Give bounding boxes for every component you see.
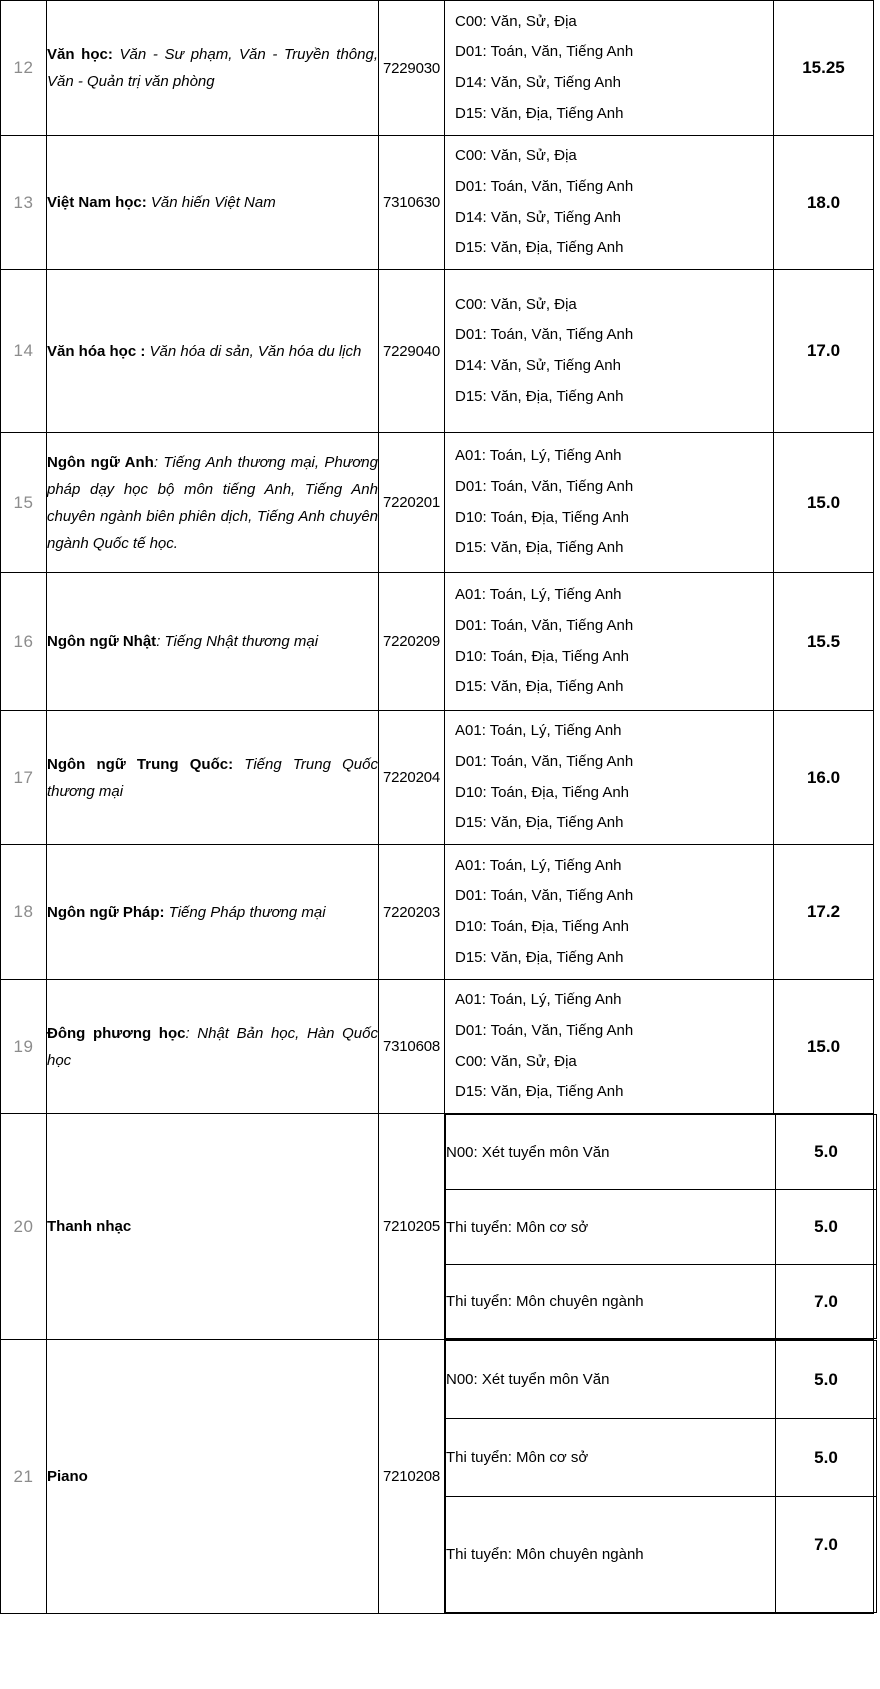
list-item: C00: Văn, Sử, Địa [455, 147, 577, 164]
list-item: D10: Toán, Địa, Tiếng Anh [455, 783, 630, 801]
combination-list [445, 2, 773, 135]
major-code: 7210208 [379, 1340, 445, 1614]
major-detail: Văn hiến Việt Nam [146, 194, 276, 211]
list-item: D14: Văn, Sử, Tiếng Anh [455, 74, 621, 91]
list-item: C00: Văn, Sử, Địa [455, 1052, 577, 1070]
list-item: D10: Toán, Địa, Tiếng Anh [455, 647, 630, 665]
table-row [1, 1, 874, 136]
list-item: D14: Văn, Sử, Tiếng Anh [455, 357, 621, 374]
row-index: 12 [1, 1, 47, 136]
combination-label: Thi tuyển: Môn cơ sở [446, 1419, 776, 1497]
major-cell [47, 845, 379, 980]
major-detail: Tiếng Pháp thương mại [164, 903, 326, 921]
major-code: 7310630 [379, 136, 445, 270]
list-item: A01: Toán, Lý, Tiếng Anh [455, 447, 622, 464]
combination-group-cell [445, 1114, 874, 1340]
row-index: 20 [1, 1114, 47, 1340]
table-row [1, 573, 874, 711]
major-detail: Văn hóa di sản, Văn hóa du lịch [145, 342, 362, 360]
major-name: Thanh nhạc [47, 1218, 132, 1235]
table-row [446, 1265, 877, 1339]
list-item: D01: Toán, Văn, Tiếng Anh [455, 1021, 634, 1039]
row-index: 15 [1, 433, 47, 573]
combination-cell [445, 1, 774, 136]
major-code: 7220203 [379, 845, 445, 980]
combination-list [445, 711, 773, 844]
combination-label: N00: Xét tuyển môn Văn [446, 1115, 776, 1190]
list-item: D10: Toán, Địa, Tiếng Anh [455, 918, 630, 935]
major-cell [47, 1, 379, 136]
table-row [1, 136, 874, 270]
combination-label: N00: Xét tuyển môn Văn [446, 1341, 776, 1419]
list-item: D01: Toán, Văn, Tiếng Anh [455, 752, 634, 770]
major-detail: : Nhật Bản học, Hàn Quốc học [47, 1024, 378, 1069]
combination-list [445, 575, 773, 708]
combination-label: Thi tuyển: Môn cơ sở [446, 1190, 776, 1265]
major-name: Ngôn ngữ Trung Quốc: [47, 755, 234, 773]
list-item: D15: Văn, Địa, Tiếng Anh [455, 104, 624, 122]
table-row [446, 1497, 877, 1613]
benchmark-score: 5.0 [776, 1419, 877, 1497]
table-row [1, 1114, 874, 1340]
list-item: A01: Toán, Lý, Tiếng Anh [455, 991, 622, 1008]
combination-list [445, 980, 773, 1113]
combination-subtable [445, 1340, 877, 1613]
major-cell [47, 711, 379, 845]
major-code: 7210205 [379, 1114, 445, 1340]
benchmark-score: 15.0 [774, 433, 874, 573]
list-item: A01: Toán, Lý, Tiếng Anh [455, 722, 622, 739]
list-item: D01: Toán, Văn, Tiếng Anh [455, 477, 634, 495]
combination-subtable [445, 1114, 877, 1339]
major-code: 7220204 [379, 711, 445, 845]
major-cell [47, 136, 379, 270]
row-index: 18 [1, 845, 47, 980]
table-row [1, 270, 874, 433]
benchmark-score: 18.0 [774, 136, 874, 270]
combination-cell [445, 136, 774, 270]
major-name: Ngôn ngữ Nhật [47, 633, 157, 650]
major-code: 7229030 [379, 1, 445, 136]
table-row [446, 1190, 877, 1265]
benchmark-score: 15.25 [774, 1, 874, 136]
benchmark-score: 5.0 [776, 1341, 877, 1419]
major-cell [47, 980, 379, 1114]
benchmark-score: 7.0 [776, 1265, 877, 1339]
table-row [1, 980, 874, 1114]
major-name: Văn hóa học : [47, 342, 146, 360]
list-item: D01: Toán, Văn, Tiếng Anh [455, 887, 634, 905]
major-name: Việt Nam học: [47, 194, 147, 211]
table-row [1, 711, 874, 845]
list-item: C00: Văn, Sử, Địa [455, 295, 577, 313]
list-item: D15: Văn, Địa, Tiếng Anh [455, 678, 624, 696]
major-detail: Văn - Sư phạm, Văn - Truyền thông, Văn - Quản trị văn phòng [47, 46, 379, 90]
major-name: Ngôn ngữ Anh [47, 453, 154, 471]
combination-cell [445, 845, 774, 980]
row-index: 17 [1, 711, 47, 845]
major-detail: Tiếng Trung Quốc thương mại [47, 755, 378, 800]
major-cell [47, 1114, 379, 1340]
list-item: D01: Toán, Văn, Tiếng Anh [455, 616, 634, 634]
combination-label: Thi tuyển: Môn chuyên ngành [446, 1265, 776, 1339]
table-row [446, 1341, 877, 1419]
combination-list [445, 436, 773, 569]
combination-cell [445, 711, 774, 845]
table-body [1, 1, 874, 1614]
major-cell [47, 270, 379, 433]
benchmark-score: 15.5 [774, 573, 874, 711]
combination-cell [445, 433, 774, 573]
row-index: 21 [1, 1340, 47, 1614]
row-index: 19 [1, 980, 47, 1114]
list-item: D15: Văn, Địa, Tiếng Anh [455, 814, 624, 832]
list-item: D01: Toán, Văn, Tiếng Anh [455, 326, 634, 344]
combination-label: Thi tuyển: Môn chuyên ngành [446, 1497, 776, 1613]
table-row [446, 1419, 877, 1497]
major-name: Văn học: [47, 46, 113, 63]
combination-cell [445, 980, 774, 1114]
list-item: D01: Toán, Văn, Tiếng Anh [455, 177, 634, 195]
list-item: C00: Văn, Sử, Địa [455, 12, 577, 30]
list-item: D10: Toán, Địa, Tiếng Anh [455, 508, 630, 526]
benchmark-score: 17.2 [774, 845, 874, 980]
combination-list [445, 136, 773, 269]
table-row [1, 845, 874, 980]
major-cell [47, 1340, 379, 1614]
benchmark-score: 7.0 [776, 1497, 877, 1613]
list-item: D15: Văn, Địa, Tiếng Anh [455, 948, 624, 966]
benchmark-score: 5.0 [776, 1190, 877, 1265]
table-row [1, 1340, 874, 1614]
major-name: Piano [47, 1468, 88, 1485]
combination-cell [445, 573, 774, 711]
list-item: D01: Toán, Văn, Tiếng Anh [455, 43, 634, 61]
table-row [1, 433, 874, 573]
benchmark-score: 16.0 [774, 711, 874, 845]
list-item: A01: Toán, Lý, Tiếng Anh [455, 856, 622, 874]
row-index: 16 [1, 573, 47, 711]
major-cell [47, 433, 379, 573]
combination-cell [445, 270, 774, 433]
major-code: 7220201 [379, 433, 445, 573]
benchmark-score: 17.0 [774, 270, 874, 433]
major-detail: : Tiếng Nhật thương mại [156, 633, 319, 650]
major-name: Ngôn ngữ Pháp: [47, 903, 165, 921]
major-name: Đông phương học [47, 1024, 186, 1042]
list-item: D15: Văn, Địa, Tiếng Anh [455, 239, 624, 257]
list-item: A01: Toán, Lý, Tiếng Anh [455, 586, 622, 603]
list-item: D15: Văn, Địa, Tiếng Anh [455, 1083, 624, 1101]
row-index: 14 [1, 270, 47, 433]
major-code: 7220209 [379, 573, 445, 711]
major-code: 7229040 [379, 270, 445, 433]
benchmark-score: 5.0 [776, 1115, 877, 1190]
combination-group-cell [445, 1340, 874, 1614]
list-item: D14: Văn, Sử, Tiếng Anh [455, 208, 621, 226]
benchmark-score: 15.0 [774, 980, 874, 1114]
table-row [446, 1115, 877, 1190]
list-item: D15: Văn, Địa, Tiếng Anh [455, 387, 624, 405]
combination-list [445, 846, 773, 979]
list-item: D15: Văn, Địa, Tiếng Anh [455, 539, 624, 557]
row-index: 13 [1, 136, 47, 270]
major-code: 7310608 [379, 980, 445, 1114]
combination-list [445, 285, 773, 418]
major-cell [47, 573, 379, 711]
major-detail: : Tiếng Anh thương mại, Phương pháp dạy học bộ môn tiếng Anh, Tiếng Anh chuyên ngành biên phiên dịch, Tiếng Anh chuyên ngành Quốc tế học. [47, 453, 378, 552]
